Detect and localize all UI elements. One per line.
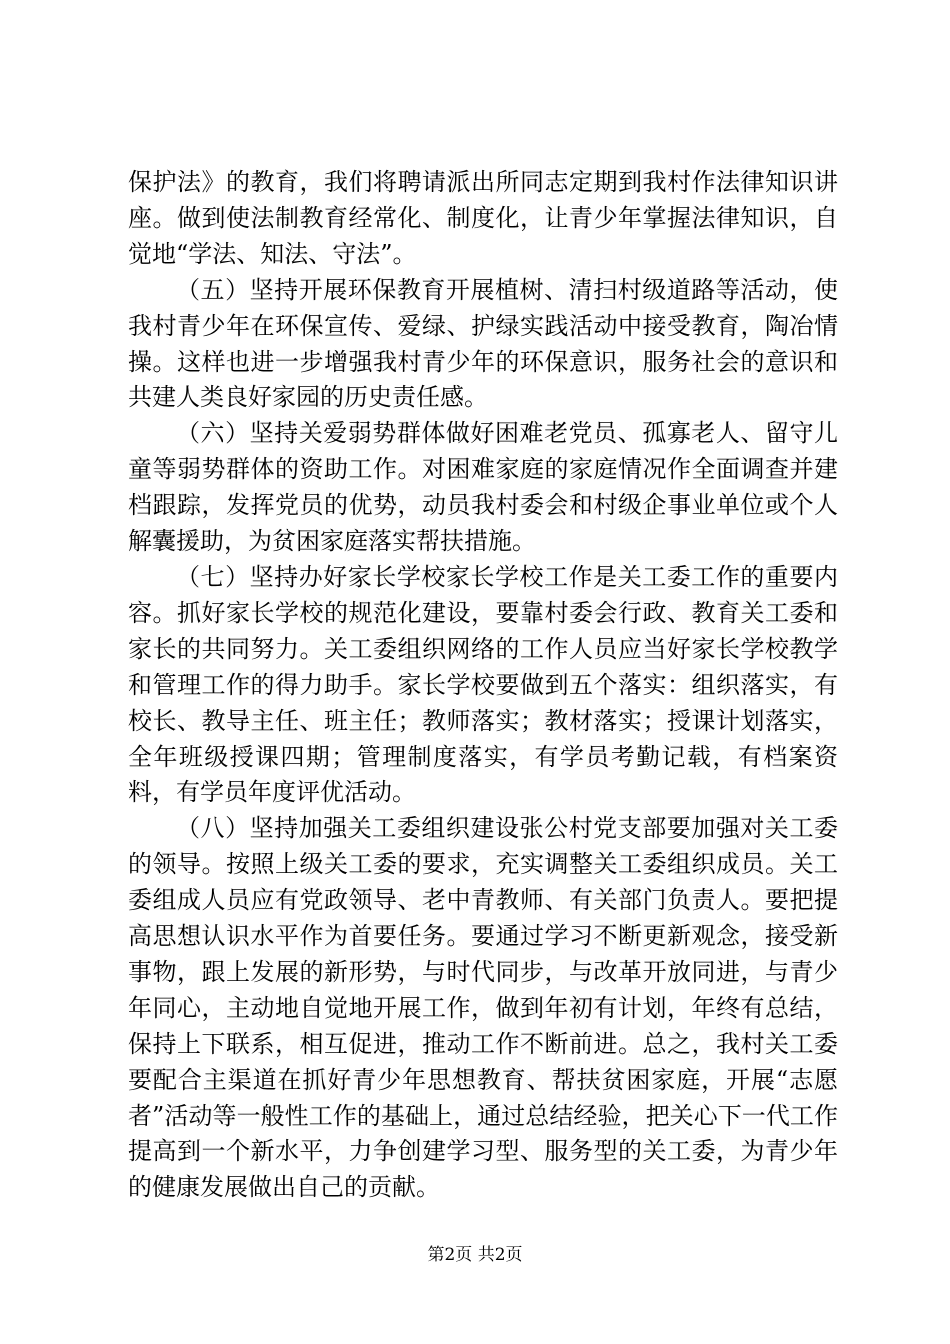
paragraph-section-8: （八）坚持加强关工委组织建设张公村党支部要加强对关工委的领导。按照上级关工委的要求，充实调整关工委组织成员。关工委组成人员应有党政领导、老中青教师、有关部门负责人。要把提高思想认识水平作为首要任务。要通过学习不断更新观念，接受新事物，跟上发展的新形势，与时代同步，与改革开放同进，与青少年同心，主动地自觉地开展工作，做到年初有计划，年终有总结，保持上下联系，相互促进，推动工作不断前进。总之，我村关工委要配合主渠道在抓好青少年思想教育、帮扶贫困家庭，开展“志愿者”活动等一般性工作的基础上，通过总结经验，把关心下一代工作提高到一个新水平，力争创建学习型、服务型的关工委，为青少年的健康发展做出自己的贡献。 (128, 814, 838, 1202)
paragraph-section-7: （七）坚持办好家长学校家长学校工作是关工委工作的重要内容。抓好家长学校的规范化建设，要靠村委会行政、教育关工委和家长的共同努力。关工委组织网络的工作人员应当好家长学校教学和管理工作的得力助手。家长学校要做到五个落实：组织落实，有校长、教导主任、班主任；教师落实；教材落实；授课计划落实，全年班级授课四期；管理制度落实，有学员考勤记载，有档案资料，有学员年度评优活动。 (128, 562, 838, 807)
page-footer: 第2页 共2页 (427, 1245, 523, 1265)
document-body (128, 165, 838, 1206)
paragraph-continuation: 保护法》的教育，我们将聘请派出所同志定期到我村作法律知识讲座。做到使法制教育经常化、制度化，让青少年掌握法律知识，自觉地“学法、知法、守法”。 (128, 168, 838, 268)
paragraph-section-5: （五）坚持开展环保教育开展植树、清扫村级道路等活动，使我村青少年在环保宣传、爱绿、护绿实践活动中接受教育，陶冶情操。这样也进一步增强我村青少年的环保意识，服务社会的意识和共建人类良好家园的历史责任感。 (128, 275, 838, 412)
paragraph-section-6: （六）坚持关爱弱势群体做好困难老党员、孤寡老人、留守儿童等弱势群体的资助工作。对困难家庭的家庭情况作全面调查并建档跟踪，发挥党员的优势，动员我村委会和村级企事业单位或个人解囊援助，为贫困家庭落实帮扶措施。 (128, 419, 838, 556)
